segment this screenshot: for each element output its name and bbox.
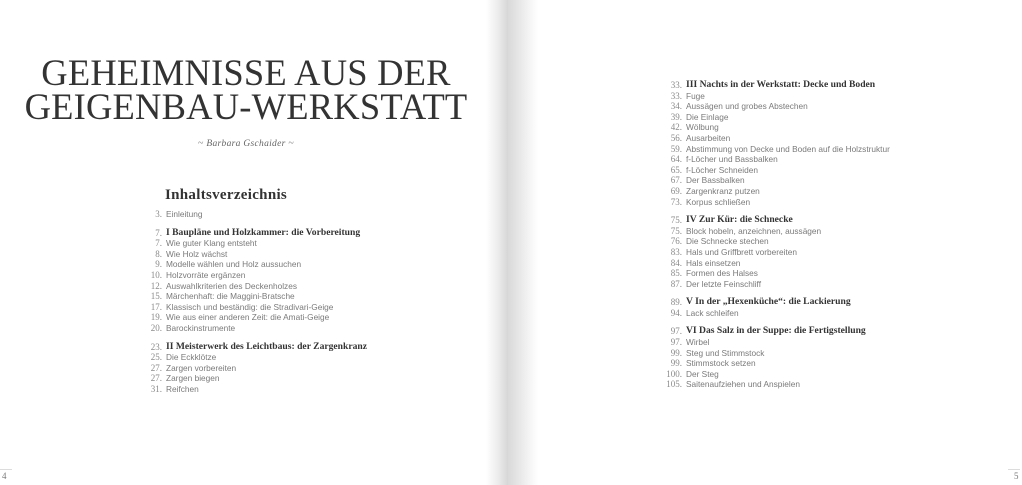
toc-label: Hals und Griffbrett vorbereiten [686,246,797,257]
toc-entry [140,281,367,292]
toc-entry [140,259,367,270]
book-title [0,52,492,127]
toc-entry [140,363,367,374]
toc-label: Wirbel [686,337,710,348]
toc-page-number: 39. [670,111,682,122]
toc-page-number: 69. [670,185,682,196]
title-line-2: GEIGENBAU-WERKSTATT [24,86,468,127]
toc-page-number: 31. [150,383,162,394]
toc-entry [140,312,367,323]
toc-entry [660,279,890,290]
toc-page-number: 99. [670,347,682,358]
toc-entry [660,165,890,176]
toc-label: Barockinstrumente [166,322,236,333]
toc-page-number: 7. [155,238,162,249]
page-number-rule [1008,469,1020,470]
toc-entry [660,133,890,144]
toc-page-number: 27. [150,362,162,373]
toc-entry [140,352,367,363]
toc-list-right [660,80,890,390]
toc-chapter [140,342,367,353]
toc-page-number: 83. [670,246,682,257]
toc-label: Wie Holz wächst [166,248,228,259]
toc-list-left [140,209,367,395]
toc-chapter [660,326,890,337]
toc-label: IV Zur Kür: die Schnecke [686,214,793,226]
toc-chapter [660,297,890,308]
toc-page-number: 87. [670,278,682,289]
toc-label: Fuge [686,90,705,101]
toc-page-number: 84. [670,257,682,268]
toc-entry [660,122,890,133]
toc-chapter [140,228,367,239]
toc-page-number: 94. [670,307,682,318]
toc-page-number: 20. [150,322,162,333]
toc-page-number: 42. [670,122,682,133]
toc-page-number: 17. [150,301,162,312]
toc-label: Wie guter Klang entsteht [166,238,257,249]
toc-entry [660,258,890,269]
toc-entry [660,348,890,359]
toc-label: Ausarbeiten [686,132,731,143]
toc-label: Wie aus einer anderen Zeit: die Amati-Geige [166,312,330,323]
toc-entry [660,268,890,279]
toc-label: Der Steg [686,368,719,379]
toc-entry [660,358,890,369]
toc-entry [140,302,367,313]
toc-page-number: 65. [670,164,682,175]
toc-page-number: 89. [670,297,682,308]
author-line [0,138,492,149]
toc-page-number: 67. [670,175,682,186]
toc-entry [660,379,890,390]
toc-label: I Baupläne und Holzkammer: die Vorbereitung [166,226,361,238]
toc-page-number: 7. [155,227,162,238]
toc-page-number: 9. [155,259,162,270]
toc-label: Die Schnecke stechen [686,236,769,247]
toc-label: Die Einlage [686,111,729,122]
toc-page-number: 75. [670,225,682,236]
toc-label: Modelle wählen und Holz aussuchen [166,259,302,270]
toc-label: Reifchen [166,383,199,394]
page-number-right: 5 [1014,471,1019,481]
toc-page-number: 59. [670,143,682,154]
toc-label: Der Bassbalken [686,175,745,186]
toc-page-number: 64. [670,154,682,165]
toc-entry [660,91,890,102]
title-line-1: GEHEIMNISSE AUS DER [41,52,451,93]
toc-page-number: 33. [670,90,682,101]
toc-label: Block hobeln, anzeichnen, aussägen [686,225,822,236]
toc-label: Zargen vorbereiten [166,362,237,373]
toc-chapter [660,80,890,91]
toc-label: Saitenaufziehen und Anspielen [686,379,800,390]
toc-label: Klassisch und beständig: die Stradivari-Geige [166,301,334,312]
toc-label: Aussägen und grobes Abstechen [686,101,808,112]
toc-entry [140,209,367,220]
toc-label: Lack schleifen [686,307,739,318]
toc-entry [660,175,890,186]
toc-page-number: 34. [670,101,682,112]
toc-page-number: 33. [670,80,682,90]
toc-page-number: 10. [150,269,162,280]
toc-entry [660,247,890,258]
toc-page-number: 99. [670,358,682,369]
toc-label: III Nachts in der Werkstatt: Decke und Boden [686,79,876,90]
author-name: Barbara Gschaider [206,139,286,149]
toc-entry [660,369,890,380]
toc-entry [140,249,367,260]
toc-label: Abstimmung von Decke und Boden auf die Holzstruktur [686,143,890,154]
toc-entry [140,384,367,395]
toc-label: II Meisterwerk des Leichtbaus: der Zargenkranz [166,340,368,352]
toc-entry [140,238,367,249]
toc-entry [660,226,890,237]
toc-label: Steg und Stimmstock [686,347,765,358]
toc-label: Wölbung [686,122,719,133]
toc-label: Einleitung [166,209,203,219]
toc-entry [140,373,367,384]
toc-page-number: 73. [670,196,682,207]
toc-label: Hals einsetzen [686,257,741,268]
page-number-left: 4 [2,471,7,481]
toc-entry [660,186,890,197]
toc-entry [660,197,890,208]
page-number-rule [0,469,12,470]
toc-page-number: 19. [150,312,162,323]
toc-page-number: 100. [666,368,682,379]
toc-label: Stimmstock setzen [686,358,756,369]
toc-page-number: 56. [670,132,682,143]
toc-entry [660,236,890,247]
toc-page-number: 3. [155,209,162,219]
toc-page-number: 97. [670,326,682,337]
toc-label: Auswahlkriterien des Deckenholzes [166,280,297,291]
swash-ornament-icon: ~ [197,138,204,149]
toc-entry [660,101,890,112]
toc-label: VI Das Salz in der Suppe: die Fertigstellung [686,325,866,337]
toc-label: V In der „Hexenküche“: die Lackierung [686,296,851,308]
toc-label: Märchenhaft: die Maggini-Bratsche [166,291,295,302]
book-gutter-right [508,0,538,485]
toc-entry [660,308,890,319]
toc-page-number: 27. [150,373,162,384]
toc-label: Die Eckklötze [166,352,217,363]
toc-label: Holzvorräte ergänzen [166,269,246,280]
toc-label: f-Löcher und Bassbalken [686,154,778,165]
toc-page-number: 75. [670,215,682,226]
toc-page-number: 12. [150,280,162,291]
toc-entry [660,154,890,165]
toc-label: Formen des Halses [686,268,758,279]
toc-label: Zargen biegen [166,373,220,384]
toc-label: f-Löcher Schneiden [686,164,758,175]
swash-ornament-icon: ~ [288,138,295,149]
toc-page-number: 85. [670,268,682,279]
toc-entry [140,291,367,302]
toc-page-number: 23. [150,341,162,352]
toc-entry [140,323,367,334]
toc-label: Der letzte Feinschliff [686,278,762,289]
toc-entry [140,270,367,281]
toc-page-number: 25. [150,352,162,363]
toc-chapter [660,215,890,226]
toc-page-number: 15. [150,291,162,302]
toc-entry [660,144,890,155]
toc-page-number: 97. [670,337,682,348]
toc-page-number: 8. [155,248,162,259]
toc-label: Zargenkranz putzen [686,185,760,196]
toc-label: Korpus schließen [686,196,751,207]
toc-entry [660,112,890,123]
toc-page-number: 76. [670,236,682,247]
toc-entry [660,337,890,348]
toc-page-number: 105. [666,379,682,390]
toc-heading: Inhaltsverzeichnis [165,187,288,203]
